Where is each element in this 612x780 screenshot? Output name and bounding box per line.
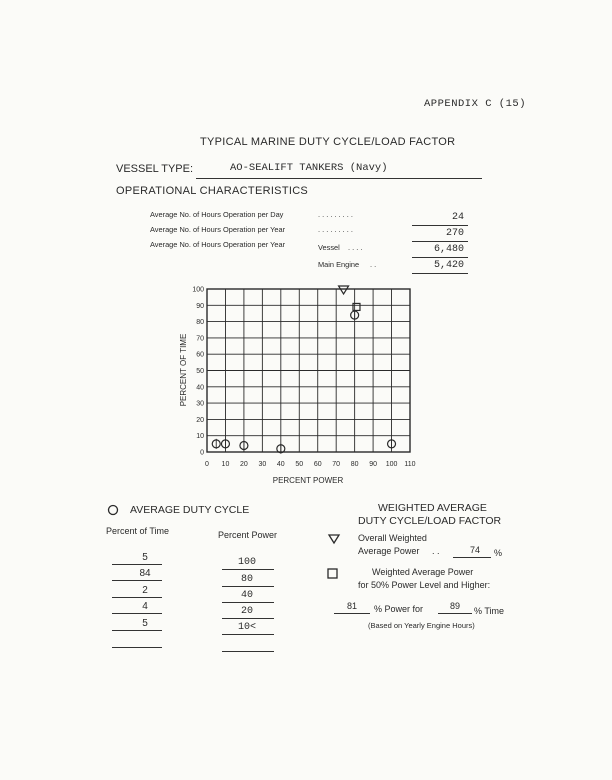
power-underline-blank bbox=[222, 651, 274, 652]
circle-legend-icon bbox=[106, 503, 120, 517]
overall-average-power-label: Average Power bbox=[358, 546, 420, 556]
vessel-type-value: AO-SEALIFT TANKERS (Navy) bbox=[230, 162, 388, 174]
time-underline bbox=[112, 564, 162, 565]
x-tick-label: 70 bbox=[332, 461, 341, 468]
time-underline bbox=[112, 630, 162, 631]
percent-power-header: Percent Power bbox=[218, 530, 278, 540]
power-value: 40 bbox=[240, 590, 253, 601]
op-row-label: Average No. of Hours Operation per Year bbox=[150, 240, 286, 249]
time-value: 84 bbox=[139, 568, 151, 579]
time-value: 2 bbox=[142, 585, 148, 596]
average-duty-cycle-legend: AVERAGE DUTY CYCLE bbox=[130, 504, 250, 516]
x-tick-label: 90 bbox=[369, 461, 377, 468]
power-underline bbox=[222, 586, 274, 587]
time-percent-underline bbox=[438, 613, 472, 614]
y-tick-label: 30 bbox=[196, 400, 204, 408]
vessel-type-label: VESSEL TYPE: bbox=[116, 163, 194, 175]
power-underline bbox=[222, 602, 274, 603]
overall-weighted-label: Overall Weighted bbox=[358, 533, 427, 543]
weighted-50-label: Weighted Average Power bbox=[372, 567, 474, 577]
overall-power-unit: % bbox=[494, 548, 503, 558]
y-tick-label: 50 bbox=[196, 368, 204, 375]
x-tick-label: 60 bbox=[313, 461, 322, 468]
x-tick-label: 40 bbox=[276, 461, 285, 468]
y-axis-label: PERCENT OF TIME bbox=[179, 333, 188, 407]
time-underline bbox=[112, 613, 162, 614]
op-row-value: 6,480 bbox=[433, 244, 464, 255]
time-underline bbox=[112, 580, 162, 581]
x-tick-label: 100 bbox=[385, 461, 398, 468]
chart-grid bbox=[207, 289, 410, 452]
power-value: 100 bbox=[237, 557, 256, 568]
y-tick-label: 90 bbox=[196, 302, 204, 310]
time-value: 4 bbox=[142, 601, 148, 612]
y-tick-label: 10 bbox=[196, 433, 204, 441]
overall-weighted-point bbox=[339, 286, 349, 294]
power-underline bbox=[222, 569, 274, 570]
power-value: 20 bbox=[240, 606, 253, 617]
x-tick-label: 50 bbox=[295, 461, 304, 468]
percent-of-time-header: Percent of Time bbox=[106, 526, 170, 536]
y-tick-label: 20 bbox=[196, 416, 204, 424]
x-axis-label: PERCENT POWER bbox=[272, 476, 344, 485]
overall-power-value: 74 bbox=[469, 545, 480, 555]
op-row-label: Average No. of Hours Operation per Year bbox=[150, 225, 286, 234]
overall-dots: . . bbox=[432, 546, 440, 556]
op-row-dots: . . . . . . . . . bbox=[318, 225, 353, 234]
x-tick-label: 10 bbox=[221, 461, 230, 468]
op-row-dots: . . bbox=[370, 260, 377, 269]
y-tick-label: 70 bbox=[196, 335, 204, 343]
x-tick-label: 0 bbox=[205, 461, 209, 468]
x-tick-label: 80 bbox=[350, 461, 359, 468]
overall-power-underline bbox=[453, 557, 491, 558]
time-underline bbox=[112, 597, 162, 598]
y-tick-label: 100 bbox=[192, 286, 204, 294]
triangle-down-icon bbox=[327, 533, 341, 545]
power-value: 80 bbox=[240, 574, 253, 585]
op-row-dots: . . . . . . . . . bbox=[318, 210, 353, 219]
time-percent-value: 89 bbox=[449, 601, 460, 611]
square-icon bbox=[326, 567, 340, 581]
time-value: 5 bbox=[142, 618, 148, 629]
y-tick-label: 80 bbox=[196, 319, 204, 327]
operational-heading: OPERATIONAL CHARACTERISTICS bbox=[116, 185, 309, 197]
weighted-50-sublabel: for 50% Power Level and Higher: bbox=[358, 580, 491, 590]
x-tick-label: 30 bbox=[258, 461, 267, 468]
y-tick-label: 60 bbox=[196, 351, 204, 359]
power-underline bbox=[222, 634, 274, 635]
op-row-value: 24 bbox=[451, 212, 464, 223]
chart-markers bbox=[212, 286, 395, 454]
weighted-average-title: WEIGHTED AVERAGE bbox=[378, 502, 487, 514]
time-text: % Time bbox=[474, 606, 505, 616]
op-row-value: 270 bbox=[445, 228, 464, 239]
based-on-note: (Based on Yearly Engine Hours) bbox=[368, 621, 475, 630]
weighted-50-point bbox=[353, 303, 360, 310]
power-value: 10< bbox=[237, 622, 256, 633]
op-row-label: Average No. of Hours Operation per Day bbox=[150, 210, 284, 219]
x-tick-label: 20 bbox=[240, 461, 248, 468]
power-underline bbox=[222, 618, 274, 619]
op-row-dots: . . . . bbox=[348, 243, 363, 252]
weighted-average-subtitle: DUTY CYCLE/LOAD FACTOR bbox=[358, 515, 502, 527]
power-for-text: % Power for bbox=[374, 604, 424, 614]
y-tick-label: 40 bbox=[196, 384, 204, 392]
time-underline-blank bbox=[112, 647, 162, 648]
time-value: 5 bbox=[142, 552, 148, 563]
x-tick-label: 110 bbox=[404, 461, 416, 468]
power-percent-underline bbox=[334, 613, 370, 614]
op-row-sublabel: Vessel bbox=[318, 243, 340, 252]
op-row-sublabel: Main Engine bbox=[318, 260, 360, 269]
power-percent-value: 81 bbox=[346, 601, 357, 611]
page-title: TYPICAL MARINE DUTY CYCLE/LOAD FACTOR bbox=[200, 136, 456, 148]
op-row-value: 5,420 bbox=[433, 260, 464, 271]
appendix-label: APPENDIX C (15) bbox=[424, 98, 527, 110]
y-tick-label: 0 bbox=[200, 449, 204, 457]
